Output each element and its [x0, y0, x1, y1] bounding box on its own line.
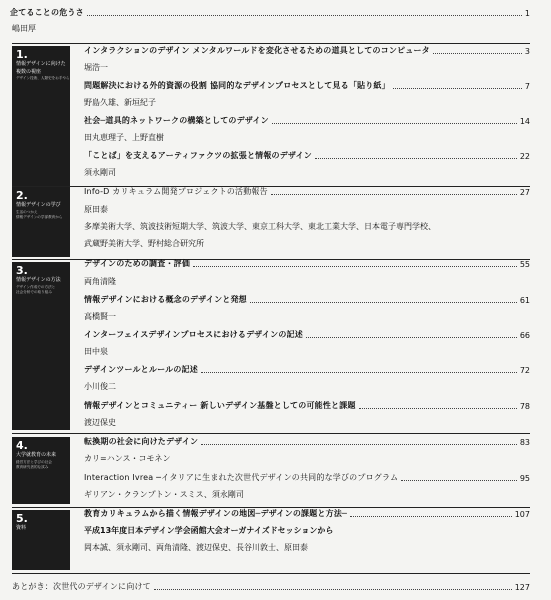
section-number: 3.: [16, 264, 28, 277]
entry-author: 高橋賢一: [84, 312, 116, 321]
leader-dots: [272, 123, 517, 124]
section-number: 5.: [16, 512, 28, 525]
entry-title: 企てることの危うさ: [10, 8, 84, 17]
toc-entry[interactable]: [84, 77, 530, 91]
entry-author: 嶋田厚: [12, 24, 36, 33]
section-3-block: [12, 262, 70, 430]
entry-author: 小川俊二: [84, 382, 116, 391]
toc-entry[interactable]: [84, 112, 530, 126]
toc-entry[interactable]: [84, 433, 530, 447]
entry-author: カリ=ハンス・コモネン: [84, 454, 171, 463]
entry-title: 問題解決における外的資源の役割 協同的なデザインプロセスとして見る「貼り紙」: [84, 81, 390, 90]
toc-entry[interactable]: [84, 361, 530, 375]
entry-author: 野島久雄、新垣紀子: [84, 98, 156, 107]
entry-affiliations-2: 武蔵野美術大学、野村総合研究所: [84, 239, 204, 248]
entry-title: 情報デザインにおける概念のデザインと発想: [84, 295, 247, 304]
entry-page: 14: [519, 117, 530, 126]
entry-title: 社会─道具的ネットワークの構築としてのデザイン: [84, 116, 269, 125]
entry-page: 95: [519, 474, 530, 483]
toc-entry[interactable]: [84, 505, 530, 519]
entry-page: 127: [514, 583, 530, 592]
entry-author: 田丸恵理子、上野直樹: [84, 133, 164, 142]
leader-dots: [271, 194, 517, 195]
leader-dots: [433, 53, 522, 54]
toc-entry[interactable]: [84, 397, 530, 411]
section-1-block: [12, 46, 70, 187]
leader-dots: [315, 158, 517, 159]
leader-dots: [154, 589, 512, 590]
leader-dots: [359, 408, 517, 409]
section-title: 大学就教育の未来: [16, 452, 57, 458]
section-subtitle-2: 情報デザインの学部教育から: [16, 215, 63, 219]
entry-page: 78: [519, 402, 530, 411]
section-title-2: 複数の視座: [16, 68, 42, 75]
toc-entry[interactable]: [84, 183, 530, 197]
entry-title: Info-D カリキュラム開発プロジェクトの活動報告: [84, 187, 268, 196]
entry-author: 原田泰: [84, 205, 108, 214]
section-subtitle: デザイン作成での方法と: [16, 284, 56, 289]
section-subtitle: 生活のつかえ: [16, 209, 38, 214]
toc-entry[interactable]: [84, 147, 530, 161]
leader-dots: [306, 337, 517, 338]
toc-entry-afterword[interactable]: [12, 578, 530, 592]
section-number: 1.: [16, 48, 28, 61]
entry-page: 72: [519, 366, 530, 375]
toc-entry[interactable]: [84, 326, 530, 340]
leader-dots: [201, 372, 517, 373]
entry-author: 田中泉: [84, 347, 108, 356]
leader-dots: [201, 444, 517, 445]
entry-title: インターフェイスデザインプロセスにおけるデザインの記述: [84, 330, 303, 339]
toc-entry[interactable]: [84, 291, 530, 305]
leader-dots: [401, 480, 517, 481]
entry-page: 3: [524, 47, 530, 56]
section-subtitle: デザイン技術、人類史をお手やら: [16, 76, 70, 80]
toc-entry[interactable]: [84, 255, 530, 269]
section-subtitle-2: 社会分析での取り組み: [16, 290, 52, 294]
toc-entry-header[interactable]: [10, 4, 530, 18]
entry-page: 61: [519, 296, 530, 305]
leader-dots: [393, 88, 522, 89]
entry-title: 情報デザインとコミュニティー 新しいデザイン基盤としての可能性と課題: [84, 401, 356, 410]
entry-title: Interaction Ivrea ─イタリアに生まれた次世代デザインの共同的な学びのプログラム: [84, 473, 399, 482]
entry-note: 平成13年度日本デザイン学会函館大会オーガナイズドセッションから: [84, 526, 334, 535]
section-title: 情報デザインの学び: [16, 202, 61, 208]
entry-title: 「ことば」を支えるアーティファクツの拡張と情報のデザイン: [84, 151, 312, 160]
section-5-block: [12, 510, 70, 570]
toc-entry[interactable]: [84, 42, 530, 56]
section-4-block: [12, 437, 70, 504]
leader-dots: [193, 266, 517, 267]
leader-dots: [350, 516, 512, 517]
section-title: 資料: [16, 525, 27, 531]
entry-title: インタラクションのデザイン メンタルワールドを変化させるための道具としてのコンピュータ: [84, 46, 430, 55]
entry-author: 渡辺保史: [84, 418, 116, 427]
section-title: 情報デザインに向けた: [16, 61, 66, 67]
entry-page: 83: [519, 438, 530, 447]
entry-author: 両角清隆: [84, 277, 116, 286]
entry-author: 須永剛司: [84, 168, 116, 177]
toc-entry[interactable]: [84, 469, 530, 483]
leader-dots: [87, 15, 522, 16]
section-title: 情報デザインの方法: [16, 277, 61, 283]
leader-dots: [250, 302, 517, 303]
divider: [12, 573, 530, 574]
entry-affiliations: 多摩美術大学、筑波技術短期大学、筑波大学、東京工科大学、東北工業大学、日本電子専門学校、: [84, 222, 436, 231]
entry-page: 22: [519, 152, 530, 161]
entry-page: 107: [514, 510, 530, 519]
entry-title: デザインのための調査・評価: [84, 259, 191, 268]
entry-page: 66: [519, 331, 530, 340]
entry-page: 55: [519, 260, 530, 269]
entry-title: 転換期の社会に向けたデザイン: [84, 437, 199, 446]
section-number: 2.: [16, 189, 28, 202]
section-subtitle-2: 教育研究者的な試み: [16, 465, 49, 469]
entry-title: あとがき：次世代のデザインに向けて: [12, 582, 151, 591]
entry-page: 7: [524, 82, 530, 91]
entry-title: デザインツールとルールの記述: [84, 365, 198, 374]
entry-title: 教育カリキュラムから描く情報デザインの地図─デザインの課題と方法─: [84, 509, 348, 518]
entry-page: 27: [519, 188, 530, 197]
section-2-block: [12, 187, 70, 257]
entry-page: 1: [524, 9, 530, 18]
section-subtitle: 経営方法と学びの社会: [16, 459, 52, 464]
entry-author: 堀浩一: [84, 63, 108, 72]
section-number: 4.: [16, 439, 28, 452]
entry-author: ギリアン・クランプトン・スミス、須永剛司: [84, 490, 244, 499]
entry-author: 岡本誠、須永剛司、両角清隆、渡辺保史、長谷川敦士、原田泰: [84, 543, 308, 552]
